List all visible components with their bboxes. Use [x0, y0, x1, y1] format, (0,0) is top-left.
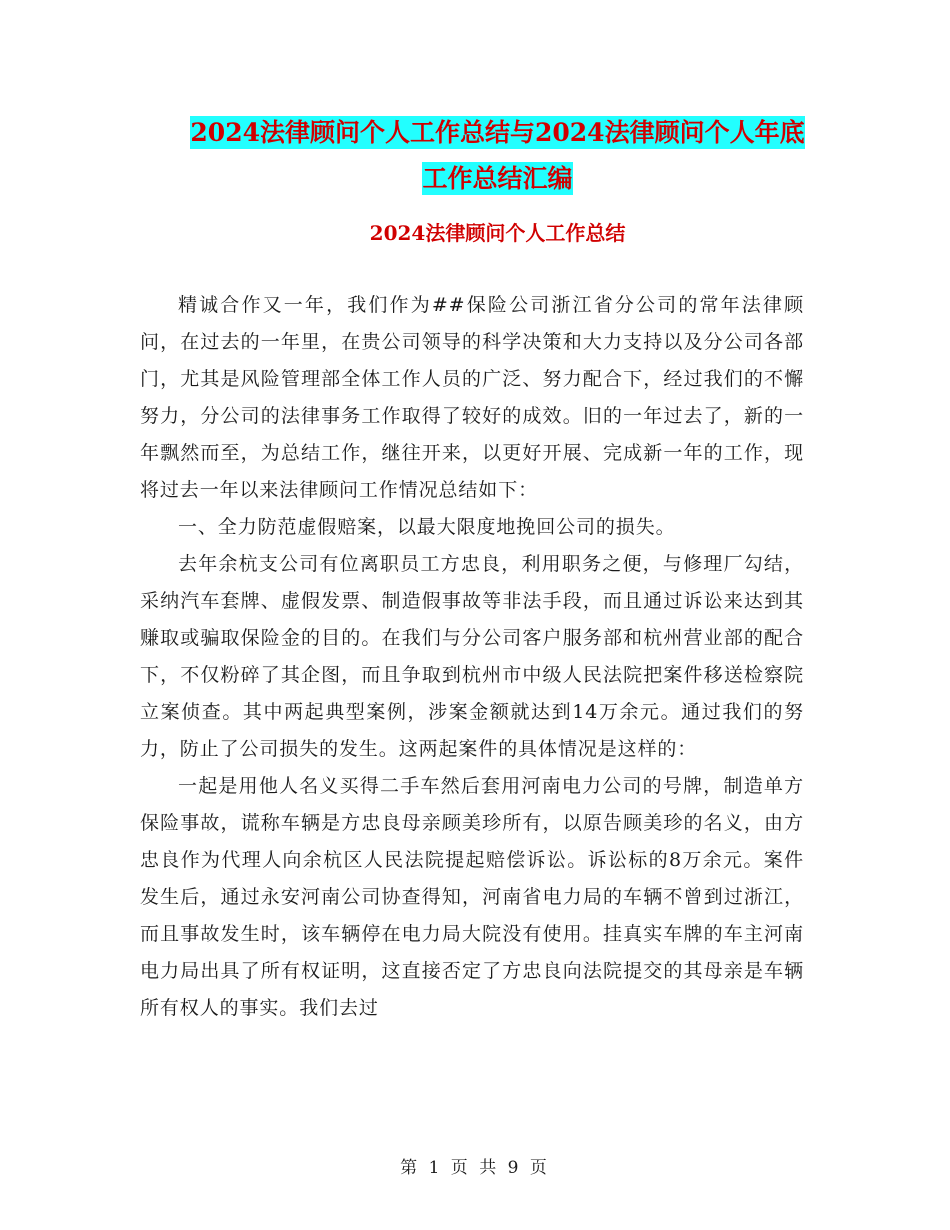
paragraph-2: 一、全力防范虚假赔案，以最大限度地挽回公司的损失。 [178, 516, 676, 538]
page-footer: 第 1 页 共 9 页 [400, 1158, 550, 1178]
title-line-2: 工作总结汇编 [422, 164, 573, 193]
title-line-1: 2024法律顾问个人工作总结与2024法律顾问个人年底 [190, 118, 805, 147]
paragraph-4: 一起是用他人名义买得二手车然后套用河南电力公司的号牌，制造单方保险事故，谎称车辆是方忠良母亲顾美珍所有，以原告顾美珍的名义，由方忠良作为代理人向余杭区人民法院提起赔偿诉讼。诉讼标的8万余元。案件发生后，通过永安河南公司协查得知，河南省电力局的车辆不曾到过浙江，而且事故发生时，该车辆停在电力局大院没有使用。挂真实车牌的车主河南电力局出具了所有权证明，这直接否定了方忠良向法院提交的其母亲是车辆所有权人的事实。我们去过 [140, 775, 804, 1019]
section-heading: 2024法律顾问个人工作总结 [369, 221, 626, 245]
paragraph-1: 精诚合作又一年，我们作为##保险公司浙江省分公司的常年法律顾问，在过去的一年里，在贵公司领导的科学决策和大力支持以及分公司各部门，尤其是风险管理部全体工作人员的广泛、努力配合下，经过我们的不懈努力，分公司的法律事务工作取得了较好的成效。旧的一年过去了，新的一年飘然而至，为总结工作，继往开来，以更好开展、完成新一年的工作，现将过去一年以来法律顾问工作情况总结如下： [140, 294, 804, 501]
document-body [140, 287, 804, 1027]
paragraph-3: 去年余杭支公司有位离职员工方忠良，利用职务之便，与修理厂勾结，采纳汽车套牌、虚假发票、制造假事故等非法手段，而且通过诉讼来达到其赚取或骗取保险金的目的。在我们与分公司客户服务部和杭州营业部的配合下，不仅粉碎了其企图，而且争取到杭州市中级人民法院把案件移送检察院立案侦查。其中两起典型案例，涉案金额就达到14万余元。通过我们的努力，防止了公司损失的发生。这两起案件的具体情况是这样的： [140, 553, 804, 760]
document-title [140, 110, 855, 202]
